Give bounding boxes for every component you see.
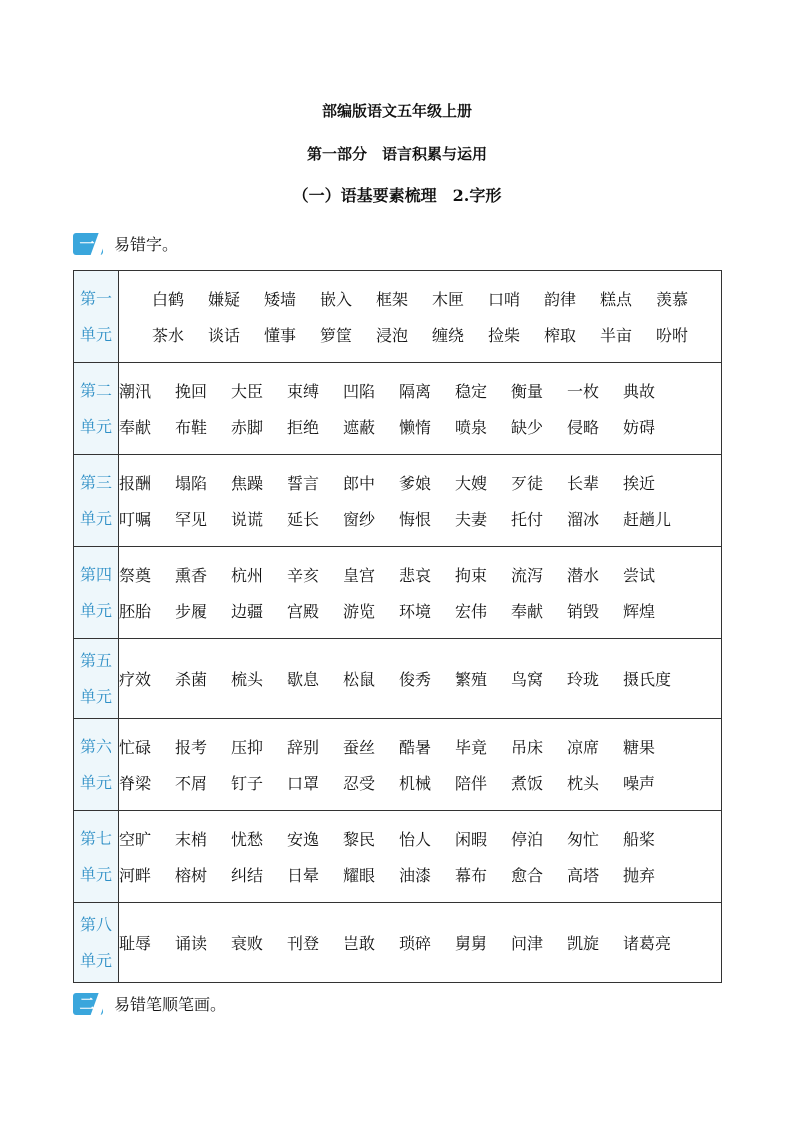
- word: 问津: [511, 934, 544, 953]
- word: 诵读: [175, 934, 208, 953]
- unit-row: [74, 719, 722, 811]
- word: 浸泡: [376, 326, 409, 345]
- book-title: 部编版语文五年级上册: [321, 102, 472, 120]
- word: 匆忙: [567, 830, 600, 849]
- word: 玲珑: [567, 670, 600, 689]
- word: 熏香: [175, 566, 208, 585]
- word: 潜水: [567, 566, 600, 585]
- word: 布鞋: [175, 418, 208, 437]
- word: 忙碌: [119, 738, 152, 757]
- word: 耻辱: [119, 934, 152, 953]
- word-line: [119, 409, 721, 445]
- word: 鸟窝: [511, 670, 544, 689]
- word: 末梢: [175, 830, 208, 849]
- word: 茶水: [152, 326, 185, 345]
- word: 夫妻: [455, 510, 488, 529]
- word: 缠绕: [432, 326, 465, 345]
- word: 延长: [287, 510, 320, 529]
- word: 报考: [175, 738, 208, 757]
- word: 窗纱: [343, 510, 376, 529]
- word: 束缚: [287, 382, 320, 401]
- word: 辛亥: [287, 566, 320, 585]
- word: 耀眼: [343, 866, 376, 885]
- word: 边疆: [231, 602, 264, 621]
- word: 赶趟儿: [623, 510, 672, 529]
- word: 舅舅: [455, 934, 488, 953]
- word-cell: [119, 811, 722, 903]
- word: 抛弃: [623, 866, 656, 885]
- section-label: 易错字。: [114, 234, 179, 254]
- word-line: [119, 821, 721, 857]
- word: 衡量: [511, 382, 544, 401]
- word: 羡慕: [656, 290, 689, 309]
- word: 俊秀: [399, 670, 432, 689]
- word: 陪伴: [455, 774, 488, 793]
- word: 叮嘱: [119, 510, 152, 529]
- word: 奉献: [119, 418, 152, 437]
- word-line: [119, 373, 721, 409]
- word: 油漆: [399, 866, 432, 885]
- word: 梳头: [231, 670, 264, 689]
- word: 祭奠: [119, 566, 152, 585]
- word: 郎中: [343, 474, 376, 493]
- word: 榕树: [175, 866, 208, 885]
- word-cell: [119, 639, 722, 719]
- word: 皇宫: [343, 566, 376, 585]
- word: 凉席: [567, 738, 600, 757]
- word: 罕见: [175, 510, 208, 529]
- word: 溜冰: [567, 510, 600, 529]
- word: 奉献: [511, 602, 544, 621]
- unit-row: [74, 811, 722, 903]
- word: 长辈: [567, 474, 600, 493]
- word: 纠结: [231, 866, 264, 885]
- word: 繁殖: [455, 670, 488, 689]
- word-cell: [119, 455, 722, 547]
- word: 口哨: [488, 290, 521, 309]
- unit-row: [74, 547, 722, 639]
- word-cell: [119, 363, 722, 455]
- word: 典故: [623, 382, 656, 401]
- word: 懒惰: [399, 418, 432, 437]
- unit-label: 第三 单元: [74, 455, 119, 547]
- word: 停泊: [511, 830, 544, 849]
- word: 闲暇: [455, 830, 488, 849]
- word: 缺少: [511, 418, 544, 437]
- word: 框架: [376, 290, 409, 309]
- word: 大臣: [231, 382, 264, 401]
- word-line: [119, 765, 721, 801]
- unit-row: [74, 271, 722, 363]
- word: 歇息: [287, 670, 320, 689]
- word-cell: [119, 547, 722, 639]
- word: 怡人: [399, 830, 432, 849]
- word: 杭州: [231, 566, 264, 585]
- word: 凹陷: [343, 382, 376, 401]
- word: 吊床: [511, 738, 544, 757]
- word: 辞别: [287, 738, 320, 757]
- word: 爹娘: [399, 474, 432, 493]
- unit-row: [74, 903, 722, 983]
- word: 悲哀: [399, 566, 432, 585]
- word-cell: [119, 903, 722, 983]
- word: 韵律: [544, 290, 577, 309]
- word: 尝试: [623, 566, 656, 585]
- word: 疗效: [119, 670, 152, 689]
- word: 谈话: [208, 326, 241, 345]
- word: 步履: [175, 602, 208, 621]
- word-cell: [119, 719, 722, 811]
- unit-label: 第五 单元: [74, 639, 119, 719]
- word: 宏伟: [455, 602, 488, 621]
- word: 赤脚: [231, 418, 264, 437]
- word: 毕竟: [455, 738, 488, 757]
- section-heading-1: [73, 230, 178, 256]
- word: 蚕丝: [343, 738, 376, 757]
- word: 高塔: [567, 866, 600, 885]
- word: 箩筐: [320, 326, 353, 345]
- word: 喷泉: [455, 418, 488, 437]
- word: 矮墙: [264, 290, 297, 309]
- word: 拒绝: [287, 418, 320, 437]
- word: 榨取: [544, 326, 577, 345]
- word: 煮饭: [511, 774, 544, 793]
- unit-label: 第四 单元: [74, 547, 119, 639]
- word: 松鼠: [343, 670, 376, 689]
- unit-row: [74, 363, 722, 455]
- word: 一枚: [567, 382, 600, 401]
- section-number-badge: 二: [73, 991, 105, 1015]
- word: 胚胎: [119, 602, 152, 621]
- unit-label: 第二 单元: [74, 363, 119, 455]
- word-line: [119, 857, 721, 893]
- word-line: [119, 925, 721, 961]
- word: 不屑: [175, 774, 208, 793]
- word: 白鹤: [152, 290, 185, 309]
- word: 捡柴: [488, 326, 521, 345]
- word: 稳定: [455, 382, 488, 401]
- word: 噪声: [623, 774, 656, 793]
- word: 誓言: [287, 474, 320, 493]
- word: 游览: [343, 602, 376, 621]
- unit-label: 第一 单元: [74, 271, 119, 363]
- word: 嫌疑: [208, 290, 241, 309]
- word: 枕头: [567, 774, 600, 793]
- word: 机械: [399, 774, 432, 793]
- word: 船桨: [623, 830, 656, 849]
- word: 酷暑: [399, 738, 432, 757]
- word: 挨近: [623, 474, 656, 493]
- word: 嵌入: [320, 290, 353, 309]
- word: 隔离: [399, 382, 432, 401]
- word: 诸葛亮: [623, 934, 672, 953]
- word: 拘束: [455, 566, 488, 585]
- unit-label: 第七 单元: [74, 811, 119, 903]
- unit-row: [74, 455, 722, 547]
- word-line: [119, 465, 721, 501]
- word: 遮蔽: [343, 418, 376, 437]
- word: 妨碍: [623, 418, 656, 437]
- word: 岂敢: [343, 934, 376, 953]
- word: 大嫂: [455, 474, 488, 493]
- word: 愈合: [511, 866, 544, 885]
- word-table: [73, 270, 722, 983]
- word: 糖果: [623, 738, 656, 757]
- word: 河畔: [119, 866, 152, 885]
- section-label: 易错笔顺笔画。: [114, 994, 227, 1014]
- word: 辉煌: [623, 602, 656, 621]
- word: 压抑: [231, 738, 264, 757]
- word: 空旷: [119, 830, 152, 849]
- word: 日晕: [287, 866, 320, 885]
- word: 销毁: [567, 602, 600, 621]
- word: 忍受: [343, 774, 376, 793]
- word-line: [119, 557, 721, 593]
- word: 潮汛: [119, 382, 152, 401]
- word: 报酬: [119, 474, 152, 493]
- unit-label: 第六 单元: [74, 719, 119, 811]
- word: 焦躁: [231, 474, 264, 493]
- word: 半亩: [600, 326, 633, 345]
- word: 木匣: [432, 290, 465, 309]
- word: 脊梁: [119, 774, 152, 793]
- word: 琐碎: [399, 934, 432, 953]
- unit-row: [74, 639, 722, 719]
- word: 宫殿: [287, 602, 320, 621]
- word: 口罩: [287, 774, 320, 793]
- word: 托付: [511, 510, 544, 529]
- word: 说谎: [231, 510, 264, 529]
- word-line: [119, 501, 721, 537]
- word: 杀菌: [175, 670, 208, 689]
- word-line: [119, 661, 721, 697]
- word: 幕布: [455, 866, 488, 885]
- word: 环境: [399, 602, 432, 621]
- word: 钉子: [231, 774, 264, 793]
- word-line: [119, 317, 721, 353]
- unit-label: 第八 单元: [74, 903, 119, 983]
- word-line: [119, 729, 721, 765]
- word: 歹徒: [511, 474, 544, 493]
- word: 侵略: [567, 418, 600, 437]
- word: 凯旋: [567, 934, 600, 953]
- word-cell: [119, 271, 722, 363]
- word: 悔恨: [399, 510, 432, 529]
- word: 衰败: [231, 934, 264, 953]
- word: 糕点: [600, 290, 633, 309]
- part-title: 第一部分 语言积累与运用: [306, 145, 487, 163]
- section-heading-2: [73, 990, 226, 1016]
- word: 懂事: [264, 326, 297, 345]
- section-title: （一）语基要素梳理 2.字形: [292, 186, 502, 205]
- word-line: [119, 281, 721, 317]
- word: 忧愁: [231, 830, 264, 849]
- word: 流泻: [511, 566, 544, 585]
- word: 刊登: [287, 934, 320, 953]
- word: 挽回: [175, 382, 208, 401]
- word-line: [119, 593, 721, 629]
- word: 吩咐: [656, 326, 689, 345]
- word: 安逸: [287, 830, 320, 849]
- section-number-badge: 一: [73, 231, 105, 255]
- word: 塌陷: [175, 474, 208, 493]
- word: 黎民: [343, 830, 376, 849]
- word: 摄氏度: [623, 670, 672, 689]
